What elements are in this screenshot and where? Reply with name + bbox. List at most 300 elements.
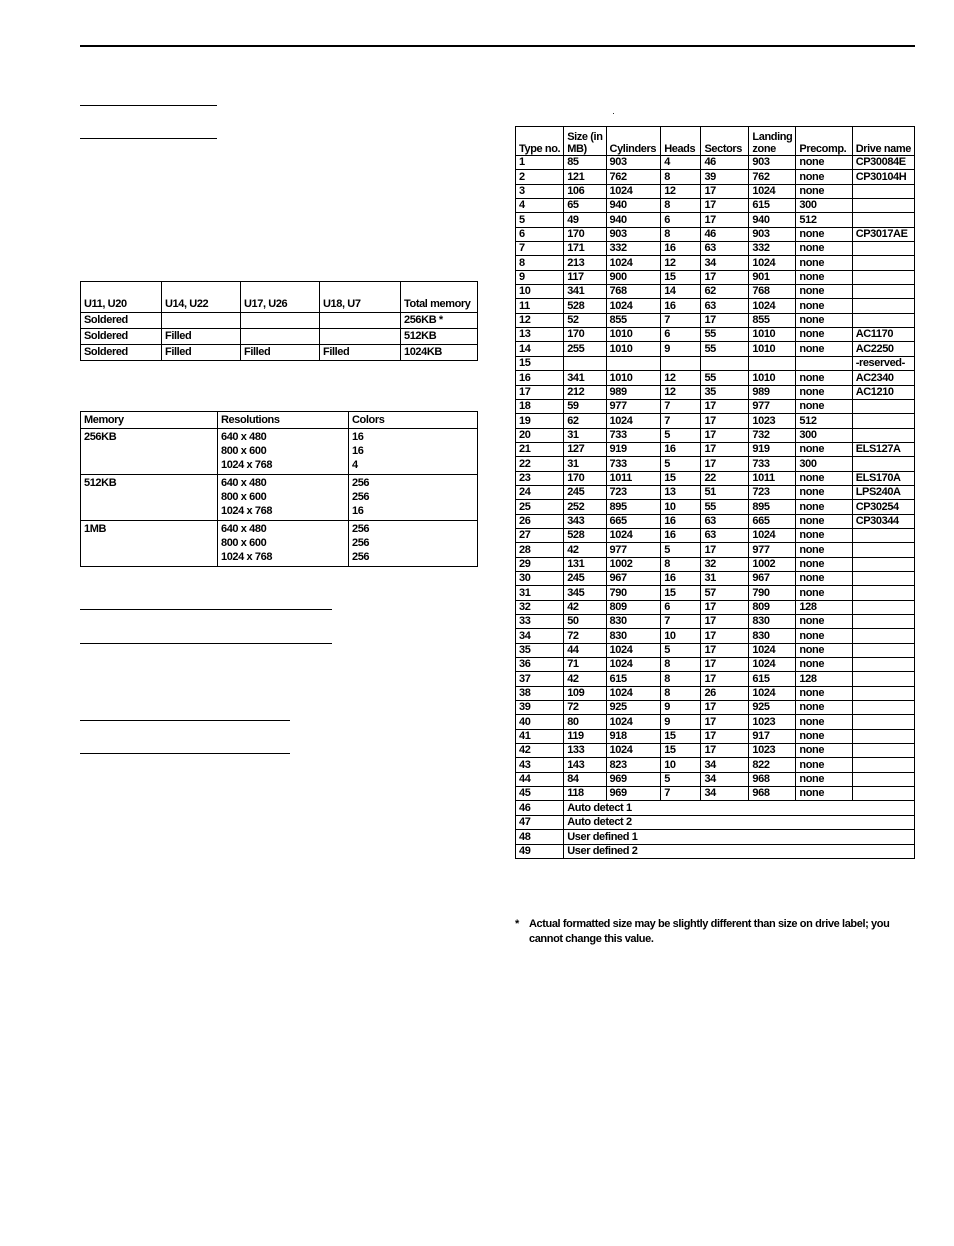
table-row [516, 442, 915, 456]
table-cell: CP3017AE [852, 227, 914, 241]
table-cell: 8 [661, 227, 701, 241]
resolution-value: 800 x 600 [221, 537, 267, 549]
table-header-row [81, 412, 478, 429]
table-cell: AC2340 [852, 371, 914, 385]
table-cell [852, 715, 914, 729]
drive-type-table [515, 126, 915, 859]
table-cell: none [796, 787, 852, 801]
table-row [516, 658, 915, 672]
table-row [516, 270, 915, 284]
table-cell: 615 [749, 672, 796, 686]
table-cell: 212 [564, 385, 606, 399]
table-row [516, 801, 915, 815]
table-cell: 55 [701, 328, 749, 342]
table-cell [852, 270, 914, 284]
table-row [516, 356, 915, 370]
table-cell: 903 [606, 227, 661, 241]
table-cell: 118 [564, 787, 606, 801]
resolution-value: 800 x 600 [221, 445, 267, 457]
table-cell: none [796, 170, 852, 184]
table-cell: none [796, 270, 852, 284]
table-cell: 34 [516, 629, 564, 643]
video-memory-table [80, 411, 478, 567]
table-cell [852, 701, 914, 715]
table-cell: none [796, 385, 852, 399]
table-row [516, 686, 915, 700]
heading-underline [80, 643, 332, 644]
table-cell: 11 [516, 299, 564, 313]
table-cell [606, 356, 661, 370]
table-cell: 17 [701, 701, 749, 715]
table-cell [852, 744, 914, 758]
table-cell: 55 [701, 342, 749, 356]
table-cell: 917 [749, 729, 796, 743]
table-cell: 528 [564, 528, 606, 542]
table-cell: ELS170A [852, 471, 914, 485]
resolution-value: 1024 x 768 [221, 459, 273, 471]
table-cell: 1023 [749, 414, 796, 428]
resolutions-cell [218, 475, 349, 521]
table-cell: 762 [749, 170, 796, 184]
table-cell [564, 356, 606, 370]
table-cell: none [796, 371, 852, 385]
table-cell: none [796, 658, 852, 672]
table-cell: 133 [564, 744, 606, 758]
table-cell: 245 [564, 571, 606, 585]
table-cell: 38 [516, 686, 564, 700]
color-value: 16 [352, 445, 364, 457]
table-cell: 16 [661, 571, 701, 585]
table-cell: none [796, 156, 852, 170]
table-cell: ELS127A [852, 442, 914, 456]
table-cell: 31 [564, 428, 606, 442]
memory-cell: 1MB [81, 521, 218, 567]
table-cell: none [796, 701, 852, 715]
table-cell: 17 [701, 399, 749, 413]
table-cell: 57 [701, 586, 749, 600]
column-header: Heads [661, 127, 701, 156]
table-cell: 170 [564, 227, 606, 241]
table-cell: 34 [701, 787, 749, 801]
table-cell: 615 [749, 199, 796, 213]
table-cell: 14 [661, 285, 701, 299]
table-cell: 41 [516, 729, 564, 743]
table-cell: 15 [661, 586, 701, 600]
table-row [516, 213, 915, 227]
table-cell: 13 [516, 328, 564, 342]
table-cell: 106 [564, 184, 606, 198]
table-cell [852, 199, 914, 213]
table-cell: 43 [516, 758, 564, 772]
table-cell: 790 [749, 586, 796, 600]
resolution-value: 800 x 600 [221, 491, 267, 503]
table-cell: 35 [701, 385, 749, 399]
table-cell: 1024 [606, 528, 661, 542]
table-cell [852, 672, 914, 686]
table-cell [852, 428, 914, 442]
table-cell: 17 [701, 428, 749, 442]
table-cell: 50 [564, 615, 606, 629]
table-cell: 48 [516, 830, 564, 844]
column-header: Total memory [401, 282, 478, 313]
table-cell: 6 [661, 213, 701, 227]
table-cell: 40 [516, 715, 564, 729]
table-cell: 300 [796, 457, 852, 471]
table-cell: 1024 [606, 256, 661, 270]
table-cell: 7 [661, 313, 701, 327]
table-cell: 1010 [749, 342, 796, 356]
table-cell [852, 586, 914, 600]
table-cell: 17 [701, 658, 749, 672]
table-cell: 15 [661, 270, 701, 284]
table-cell: 1024KB [401, 345, 478, 361]
table-cell: 1024 [749, 184, 796, 198]
table-cell: 332 [749, 242, 796, 256]
table-row [516, 328, 915, 342]
table-row [516, 227, 915, 241]
memory-cell: 512KB [81, 475, 218, 521]
table-cell: none [796, 514, 852, 528]
table-cell: 895 [749, 500, 796, 514]
table-cell: 1 [516, 156, 564, 170]
table-cell: none [796, 686, 852, 700]
table-cell: 59 [564, 399, 606, 413]
table-cell: 1024 [749, 528, 796, 542]
table-cell: 245 [564, 485, 606, 499]
table-cell: none [796, 586, 852, 600]
table-cell [162, 313, 241, 329]
table-cell: 72 [564, 629, 606, 643]
table-cell: CP30084E [852, 156, 914, 170]
table-cell: 1024 [749, 643, 796, 657]
table-cell [852, 184, 914, 198]
table-cell: 10 [516, 285, 564, 299]
table-cell: AC1210 [852, 385, 914, 399]
table-cell: 63 [701, 242, 749, 256]
table-cell: Filled [320, 345, 401, 361]
table-cell: 8 [661, 170, 701, 184]
table-cell [852, 629, 914, 643]
table-cell: Soldered [81, 345, 162, 361]
table-row [516, 457, 915, 471]
table-cell: User defined 2 [564, 844, 915, 858]
table-cell: 1023 [749, 744, 796, 758]
table-cell: 1024 [606, 299, 661, 313]
table-cell: 21 [516, 442, 564, 456]
table-cell: 109 [564, 686, 606, 700]
table-cell: 13 [661, 485, 701, 499]
table-cell: 37 [516, 672, 564, 686]
table-cell: 733 [749, 457, 796, 471]
table-cell: 12 [516, 313, 564, 327]
table-cell: 25 [516, 500, 564, 514]
top-rule [80, 45, 915, 47]
column-header: Precomp. [796, 127, 852, 156]
table-cell: 1024 [606, 744, 661, 758]
table-cell: 12 [661, 385, 701, 399]
table-cell [661, 356, 701, 370]
table-cell: 790 [606, 586, 661, 600]
table-cell: 119 [564, 729, 606, 743]
table-cell: AC2250 [852, 342, 914, 356]
table-cell: none [796, 256, 852, 270]
table-cell: 1024 [749, 686, 796, 700]
colors-cell [349, 521, 478, 567]
table-cell [320, 313, 401, 329]
table-cell: 34 [701, 772, 749, 786]
table-cell: none [796, 485, 852, 499]
table-cell: 762 [606, 170, 661, 184]
table-row [516, 701, 915, 715]
table-cell: 16 [661, 242, 701, 256]
table-row [516, 385, 915, 399]
table-cell: 46 [701, 156, 749, 170]
table-cell: 52 [564, 313, 606, 327]
table-row [516, 170, 915, 184]
table-row [516, 199, 915, 213]
table-cell: 6 [661, 328, 701, 342]
table-cell: CP30104H [852, 170, 914, 184]
table-cell: 5 [661, 457, 701, 471]
table-cell: 903 [749, 156, 796, 170]
table-cell: Filled [162, 329, 241, 345]
table-cell: 17 [701, 672, 749, 686]
table-cell: 918 [606, 729, 661, 743]
table-row [516, 371, 915, 385]
table-cell: 1024 [749, 299, 796, 313]
table-row [516, 528, 915, 542]
table-cell [852, 686, 914, 700]
table-cell [852, 299, 914, 313]
table-cell: 733 [606, 428, 661, 442]
table-cell: none [796, 543, 852, 557]
table-cell: 42 [564, 543, 606, 557]
table-cell: 42 [516, 744, 564, 758]
table-cell: 34 [701, 758, 749, 772]
table-cell: 45 [516, 787, 564, 801]
table-cell: 977 [749, 399, 796, 413]
table-cell: 7 [661, 615, 701, 629]
table-cell: 940 [606, 213, 661, 227]
heading-underline [80, 105, 217, 106]
table-cell: 940 [749, 213, 796, 227]
table-cell: 12 [661, 256, 701, 270]
table-cell: Filled [162, 345, 241, 361]
table-row [516, 643, 915, 657]
table-cell: 1010 [606, 342, 661, 356]
table-cell [852, 399, 914, 413]
column-header: Drive name [852, 127, 914, 156]
table-cell: 12 [661, 371, 701, 385]
resolution-value: 1024 x 768 [221, 505, 273, 517]
table-cell: 30 [516, 571, 564, 585]
table-cell: 131 [564, 557, 606, 571]
table-header-row [81, 282, 478, 313]
table-cell [852, 787, 914, 801]
table-cell: none [796, 571, 852, 585]
table-cell: none [796, 342, 852, 356]
table-cell: 255 [564, 342, 606, 356]
table-row [516, 184, 915, 198]
table-cell: 8 [661, 686, 701, 700]
table-cell: 42 [564, 672, 606, 686]
table-row [516, 758, 915, 772]
table-cell: 44 [564, 643, 606, 657]
table-cell: 10 [661, 758, 701, 772]
table-cell [852, 313, 914, 327]
table-cell: 1010 [606, 328, 661, 342]
resolution-value: 640 x 480 [221, 523, 267, 535]
table-cell [796, 356, 852, 370]
table-row [516, 428, 915, 442]
table-cell: none [796, 772, 852, 786]
table-cell: Auto detect 2 [564, 815, 915, 829]
table-cell: 732 [749, 428, 796, 442]
table-cell [852, 457, 914, 471]
table-cell: 8 [661, 672, 701, 686]
table-cell [852, 571, 914, 585]
table-row [516, 299, 915, 313]
table-cell: 9 [661, 342, 701, 356]
table-cell: 256KB * [401, 313, 478, 329]
table-cell: 22 [516, 457, 564, 471]
table-cell [852, 213, 914, 227]
table-cell: 36 [516, 658, 564, 672]
table-cell: 46 [701, 227, 749, 241]
table-cell: none [796, 528, 852, 542]
table-cell: 665 [749, 514, 796, 528]
table-cell: 17 [701, 744, 749, 758]
table-cell: 7 [661, 414, 701, 428]
table-cell: 768 [606, 285, 661, 299]
column-header: Cylinders [606, 127, 661, 156]
table-row [516, 342, 915, 356]
table-cell [852, 729, 914, 743]
table-cell: 1011 [606, 471, 661, 485]
table-cell: 343 [564, 514, 606, 528]
table-row [516, 313, 915, 327]
table-cell: 1024 [606, 658, 661, 672]
table-cell: 341 [564, 371, 606, 385]
column-header: Colors [349, 412, 478, 429]
table-cell: 977 [606, 543, 661, 557]
table-cell [852, 758, 914, 772]
table-cell: 31 [701, 571, 749, 585]
table-cell: 9 [661, 701, 701, 715]
table-cell: 17 [701, 184, 749, 198]
table-cell: 128 [796, 672, 852, 686]
table-cell: 39 [701, 170, 749, 184]
table-cell: 822 [749, 758, 796, 772]
table-cell: 969 [606, 772, 661, 786]
table-cell: 15 [516, 356, 564, 370]
table-cell: none [796, 744, 852, 758]
table-cell: -reserved- [852, 356, 914, 370]
table-cell [852, 658, 914, 672]
table-cell: 1024 [606, 184, 661, 198]
table-cell [852, 242, 914, 256]
table-cell: 213 [564, 256, 606, 270]
table-row [516, 571, 915, 585]
table-cell: 830 [749, 629, 796, 643]
table-cell: 977 [606, 399, 661, 413]
table-cell: 768 [749, 285, 796, 299]
table-row [81, 429, 478, 475]
table-cell: 23 [516, 471, 564, 485]
table-cell: 855 [749, 313, 796, 327]
column-header: Type no. [516, 127, 564, 156]
footnote-mark: * [515, 918, 519, 930]
table-cell: 10 [661, 500, 701, 514]
table-cell [241, 329, 320, 345]
table-cell: 85 [564, 156, 606, 170]
table-cell: 5 [661, 543, 701, 557]
table-cell: 6 [661, 600, 701, 614]
column-header: U11, U20 [81, 282, 162, 313]
column-header: Memory [81, 412, 218, 429]
table-row [516, 242, 915, 256]
table-cell: 919 [749, 442, 796, 456]
table-cell: 4 [516, 199, 564, 213]
table-cell: 809 [749, 600, 796, 614]
table-cell: 170 [564, 471, 606, 485]
table-cell: 512KB [401, 329, 478, 345]
table-cell: 143 [564, 758, 606, 772]
table-cell: 723 [749, 485, 796, 499]
column-header: Size (in MB) [564, 127, 606, 156]
table-cell: 252 [564, 500, 606, 514]
heading-underline [80, 753, 290, 754]
table-cell: 332 [606, 242, 661, 256]
table-cell: 830 [606, 629, 661, 643]
table-cell: 1024 [749, 658, 796, 672]
table-row [516, 772, 915, 786]
table-cell: 8 [661, 557, 701, 571]
table-cell: 1024 [606, 686, 661, 700]
color-value: 256 [352, 537, 370, 549]
table-cell: none [796, 227, 852, 241]
table-cell: 968 [749, 772, 796, 786]
table-cell: 16 [661, 514, 701, 528]
table-row [516, 815, 915, 829]
table-row [516, 256, 915, 270]
table-cell: 17 [701, 715, 749, 729]
table-cell: 17 [701, 199, 749, 213]
table-cell: 1024 [606, 715, 661, 729]
table-cell: 830 [606, 615, 661, 629]
table-cell: 117 [564, 270, 606, 284]
color-value: 256 [352, 523, 370, 535]
table-cell: 1010 [749, 328, 796, 342]
colors-cell [349, 475, 478, 521]
table-cell: 723 [606, 485, 661, 499]
table-cell: none [796, 729, 852, 743]
table-cell: none [796, 615, 852, 629]
table-row [81, 475, 478, 521]
table-cell: 8 [661, 658, 701, 672]
table-row [516, 600, 915, 614]
table-row [81, 313, 478, 329]
table-cell: 17 [701, 600, 749, 614]
table-cell: 62 [701, 285, 749, 299]
table-cell: none [796, 442, 852, 456]
color-value: 4 [352, 459, 358, 471]
color-value: 16 [352, 505, 364, 517]
table-cell: 528 [564, 299, 606, 313]
heading-underline [80, 138, 217, 139]
table-cell [852, 615, 914, 629]
table-cell: 1011 [749, 471, 796, 485]
